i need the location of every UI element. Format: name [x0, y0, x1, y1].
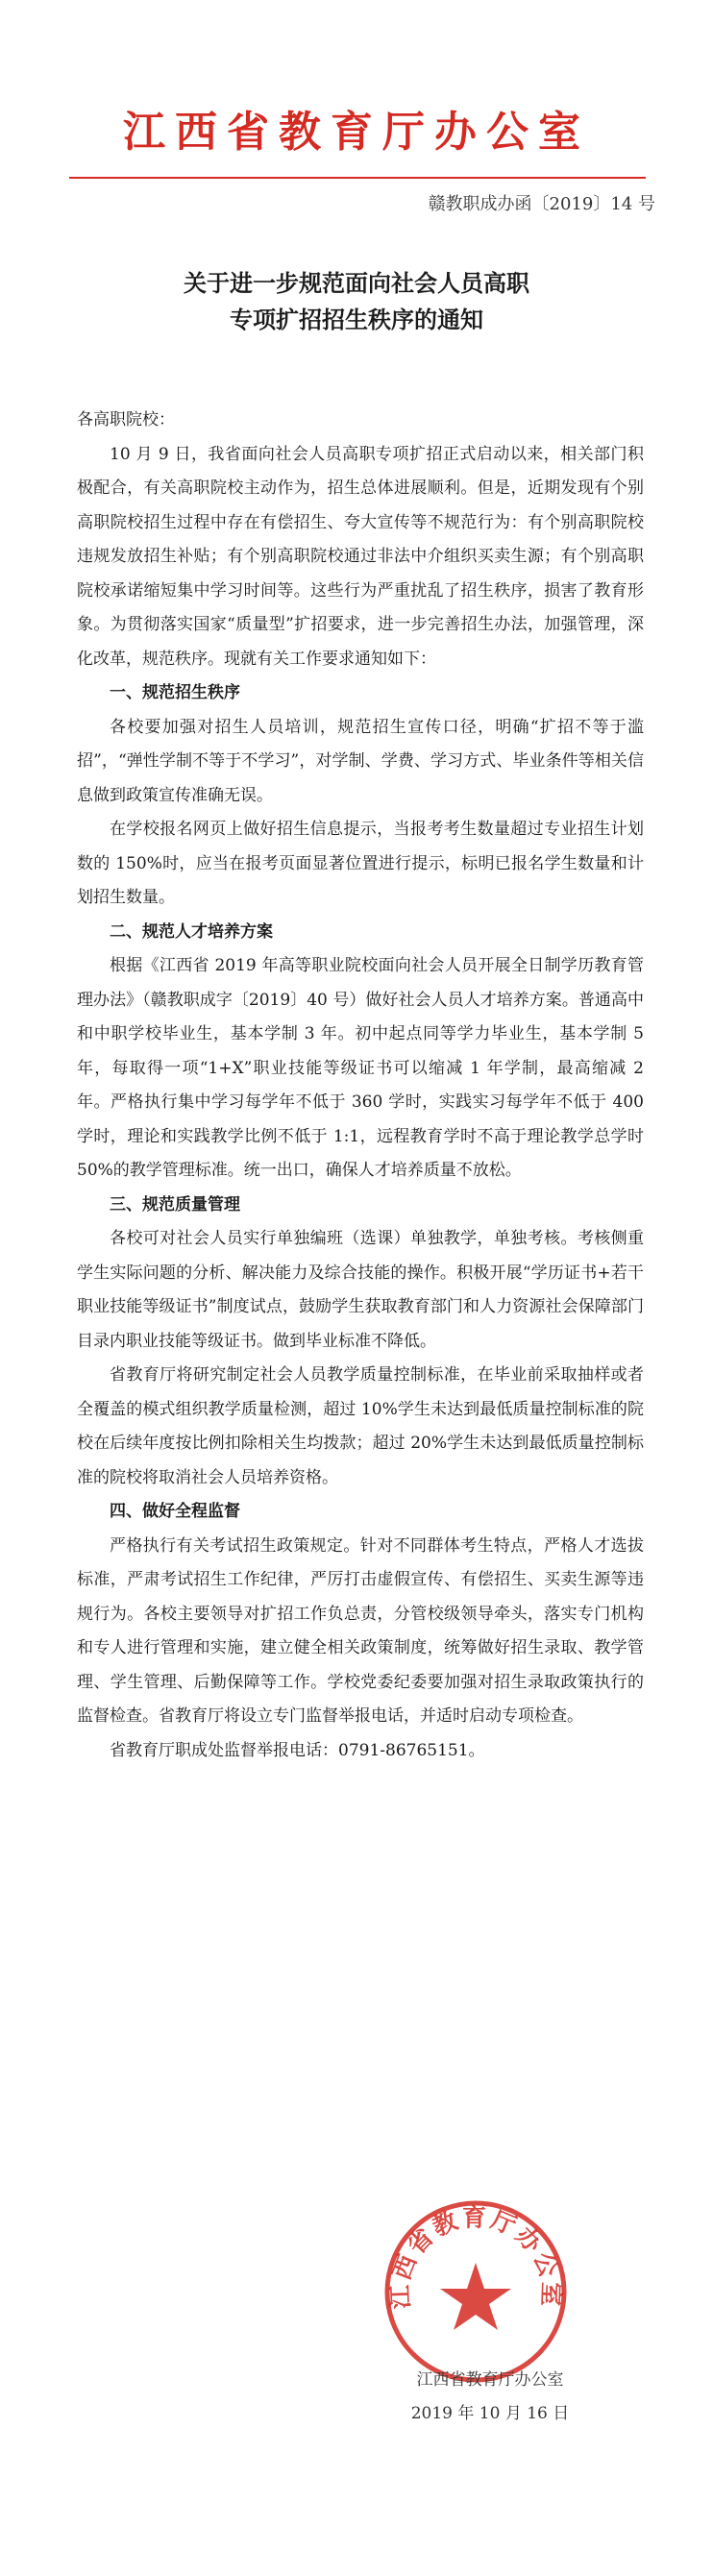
signature-block [365, 2364, 615, 2431]
document-title-line-1: 关于进一步规范面向社会人员高职 [184, 270, 529, 297]
section-3-heading: 三、规范质量管理 [110, 1194, 240, 1214]
official-seal [380, 2196, 572, 2388]
seal-star-icon [440, 2263, 511, 2330]
document-title-line-2: 专项扩招招生秩序的通知 [230, 307, 483, 333]
section-3-paragraph-1: 各校可对社会人员实行单独编班（选课）单独教学，单独考核。考核侧重学生实际问题的分析、解决能力及综合技能的操作。积极开展“学历证书+若干职业技能等级证书”制度试点，鼓励学生获取教育部门和人力资源社会保障部门目录内职业技能等级证书。做到毕业标准不降低。 [77, 1229, 644, 1351]
section-4-heading: 四、做好全程监督 [110, 1502, 240, 1521]
signature-org: 江西省教育厅办公室 [416, 2370, 564, 2390]
section-1-heading: 一、规范招生秩序 [110, 683, 240, 702]
section-3-paragraph-2: 省教育厅将研究制定社会人员教学质量控制标准，在毕业前采取抽样或者全覆盖的模式组织教学质量检测，超过 10%学生未达到最低质量控制标准的院校在后续年度按比例扣除相关生均拨款；超过 20%学生未达到最低质量控制标准的院校将取消社会人员培养资格。 [77, 1365, 644, 1487]
document-body [77, 404, 644, 1768]
document-number: 赣教职成办函〔2019〕14 号 [428, 194, 655, 214]
seal-text: 江西省教育厅办公室 [385, 2203, 566, 2310]
signature-date: 2019 年 10 月 16 日 [410, 2404, 570, 2423]
section-2-paragraph-1: 根据《江西省 2019 年高等职业院校面向社会人员开展全日制学历教育管理办法》（赣教职成字〔2019〕40 号）做好社会人员人才培养方案。普通高中和中职学校毕业生，基本学制 3 年。初中起点同等学力毕业生，基本学制 5 年，每取得一项“1+X”职业技能等级证书可以缩减 1 年学制，最高缩减 2 年。严格执行集中学习每学年不低于 360 学时，实践实习每学年不低于 400 学时，理论和实践教学比例不低于 1:1，远程教育学时不高于理论教学总学时 50%的教学管理标准。统一出口，确保人才培养质量不放松。 [77, 956, 644, 1180]
issuing-office-header: 江西省教育厅办公室 [123, 108, 590, 157]
section-4-paragraph-2: 省教育厅职成处监督举报电话：0791-86765151。 [110, 1740, 485, 1760]
document-title [0, 265, 713, 338]
section-4-paragraph-1: 严格执行有关考试招生政策规定。针对不同群体考生特点，严格人才选拔标准，严肃考试招生工作纪律，严厉打击虚假宣传、有偿招生、买卖生源等违规行为。各校主要领导对扩招工作负总责，分管校级领导牵头，落实专门机构和专人进行管理和实施，建立健全相关政策制度，统筹做好招生录取、教学管理、学生管理、后勤保障等工作。学校党委纪委要加强对招生录取政策执行的监督检查。省教育厅将设立专门监督举报电话，并适时启动专项检查。 [77, 1535, 644, 1726]
salutation: 各高职院校： [77, 410, 175, 429]
intro-paragraph: 10 月 9 日，我省面向社会人员高职专项扩招正式启动以来，相关部门积极配合，有关高职院校主动作为，招生总体进展顺利。但是，近期发现有个别高职院校招生过程中存在有偿招生、夸大宣传等不规范行为：有个别高职院校违规发放招生补贴；有个别高职院校通过非法中介组织买卖生源；有个别高职院校承诺缩短集中学习时间等。这些行为严重扰乱了招生秩序，损害了教育形象。为贯彻落实国家“质量型”扩招要求，进一步完善招生办法，加强管理，深化改革，规范秩序。现就有关工作要求通知如下： [77, 444, 644, 669]
section-2-heading: 二、规范人才培养方案 [110, 921, 273, 942]
red-divider-line [69, 177, 646, 179]
section-1-paragraph-1: 各校要加强对招生人员培训，规范招生宣传口径，明确“扩招不等于滥招”，“弹性学制不等于不学习”，对学制、学费、学习方式、毕业条件等相关信息做到政策宣传准确无误。 [77, 717, 644, 805]
section-1-paragraph-2: 在学校报名网页上做好招生信息提示，当报考考生数量超过专业招生计划数的 150%时，应当在报考页面显著位置进行提示，标明已报名学生数量和计划招生数量。 [77, 820, 644, 907]
